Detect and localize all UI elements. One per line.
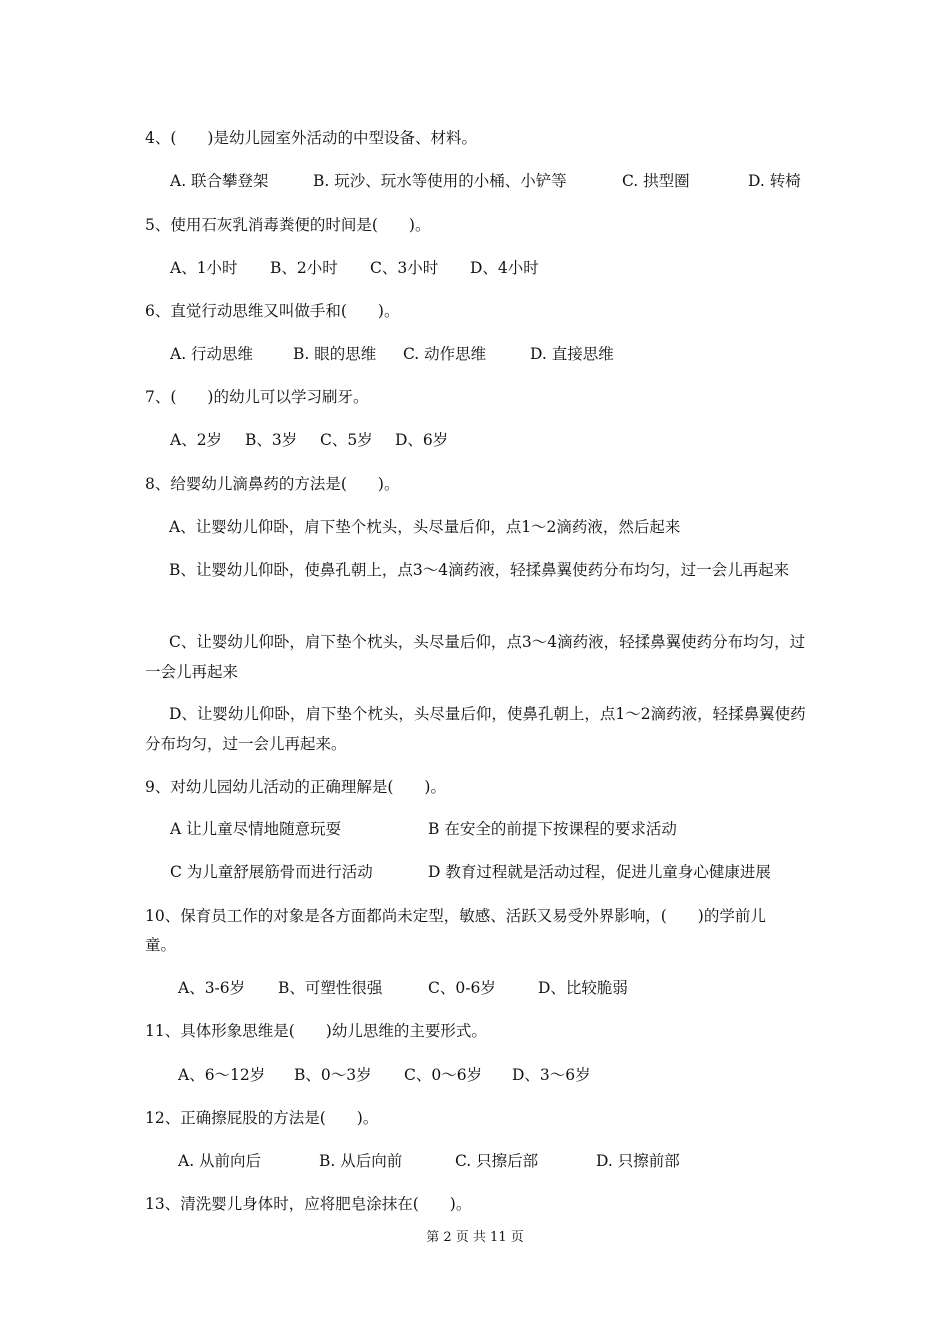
question-7-option-d: D、6岁	[395, 431, 449, 449]
question-5-option-b: B、2小时	[270, 259, 338, 277]
question-7-option-c: C、5岁	[320, 431, 373, 449]
question-7-stem: 7、( )的幼儿可以学习刷牙。	[145, 388, 369, 406]
question-8-option-b: B、让婴幼儿仰卧，使鼻孔朝上，点3～4滴药液，轻揉鼻翼使药分布均匀，过一会儿再起来	[169, 561, 790, 579]
question-5-option-d: D、4小时	[470, 259, 539, 277]
question-12-option-c: C. 只擦后部	[455, 1152, 539, 1170]
question-6-option-d: D. 直接思维	[530, 345, 614, 363]
question-5-stem: 5、使用石灰乳消毒粪便的时间是( )。	[145, 216, 431, 234]
question-5-option-c: C、3小时	[370, 259, 439, 277]
question-4-option-d: D. 转椅	[748, 172, 801, 190]
question-12-option-d: D. 只擦前部	[596, 1152, 680, 1170]
question-10-option-a: A、3-6岁	[178, 979, 246, 997]
question-10-option-d: D、比较脆弱	[538, 979, 628, 997]
question-11-stem: 11、具体形象思维是( )幼儿思维的主要形式。	[145, 1022, 487, 1040]
question-12-option-b: B. 从后向前	[319, 1152, 403, 1170]
question-6-option-c: C. 动作思维	[403, 345, 487, 363]
question-9-option-b: B 在安全的前提下按课程的要求活动	[428, 820, 677, 838]
question-12-option-a: A. 从前向后	[178, 1152, 262, 1170]
question-6-option-b: B. 眼的思维	[293, 345, 377, 363]
question-8-option-c: C、让婴幼儿仰卧，肩下垫个枕头，头尽量后仰，点3～4滴药液，轻揉鼻翼使药分布均匀，过一会儿再起来	[145, 633, 806, 681]
question-9-option-a: A 让儿童尽情地随意玩耍	[170, 820, 342, 838]
question-10-option-c: C、0-6岁	[428, 979, 496, 997]
question-11-option-c: C、0～6岁	[404, 1066, 483, 1084]
question-11-option-d: D、3～6岁	[512, 1066, 591, 1084]
question-11-option-b: B、0～3岁	[294, 1066, 372, 1084]
question-8-option-a: A、让婴幼儿仰卧，肩下垫个枕头，头尽量后仰，点1～2滴药液，然后起来	[169, 518, 681, 536]
question-5-option-a: A、1小时	[170, 259, 238, 277]
question-9-option-d: D 教育过程就是活动过程，促进儿童身心健康进展	[428, 863, 771, 881]
question-13-stem: 13、清洗婴儿身体时，应将肥皂涂抹在( )。	[145, 1195, 472, 1213]
question-4-option-a: A. 联合攀登架	[170, 172, 269, 190]
question-7-option-a: A、2岁	[170, 431, 223, 449]
question-10-stem: 10、保育员工作的对象是各方面都尚未定型，敏感、活跃又易受外界影响，( )的学前儿	[145, 907, 766, 925]
page-footer: 第 2 页 共 11 页	[426, 1230, 524, 1245]
question-10-stem-continued: 童。	[145, 936, 177, 954]
question-8-option-d: D、让婴幼儿仰卧，肩下垫个枕头，头尽量后仰，使鼻孔朝上，点1～2滴药液，轻揉鼻翼使药分布均匀，过一会儿再起来。	[145, 705, 806, 753]
question-10-option-b: B、可塑性很强	[278, 979, 383, 997]
question-4-option-c: C. 拱型圈	[622, 172, 690, 190]
question-9-stem: 9、对幼儿园幼儿活动的正确理解是( )。	[145, 778, 446, 796]
question-12-stem: 12、正确擦屁股的方法是( )。	[145, 1109, 379, 1127]
question-8-stem: 8、给婴幼儿滴鼻药的方法是( )。	[145, 475, 400, 493]
question-11-option-a: A、6～12岁	[178, 1066, 266, 1084]
question-6-option-a: A. 行动思维	[170, 345, 254, 363]
question-4-option-b: B. 玩沙、玩水等使用的小桶、小铲等	[313, 172, 567, 190]
question-7-option-b: B、3岁	[245, 431, 298, 449]
question-6-stem: 6、直觉行动思维又叫做手和( )。	[145, 302, 400, 320]
question-4-stem: 4、( )是幼儿园室外活动的中型设备、材料。	[145, 129, 477, 147]
question-9-option-c: C 为儿童舒展筋骨而进行活动	[170, 863, 373, 881]
